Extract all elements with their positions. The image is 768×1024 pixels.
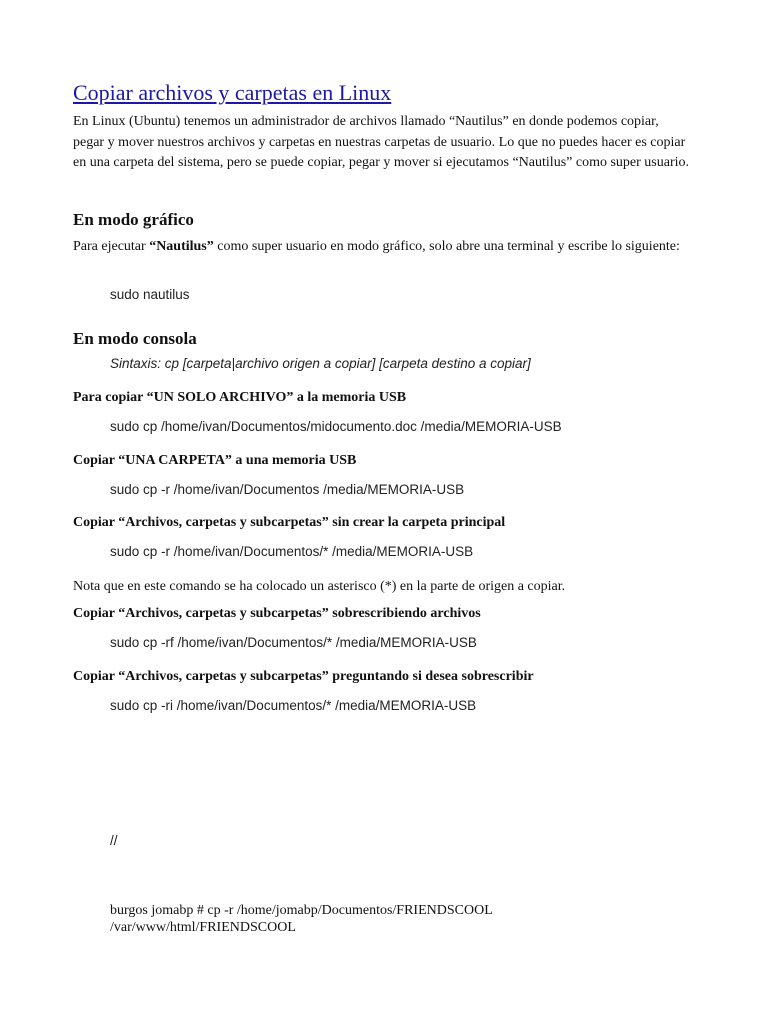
graphic-para-before: Para ejecutar bbox=[73, 239, 150, 254]
command-sudo-nautilus: sudo nautilus bbox=[110, 287, 190, 302]
double-slash: // bbox=[110, 833, 118, 848]
section-command: sudo cp -r /home/ivan/Documentos /media/MEMORIA-USB bbox=[110, 482, 465, 497]
final-command bbox=[110, 902, 493, 936]
note-paragraph: Nota que en este comando se ha colocado un asterisco (*) en la parte de origen a copiar. bbox=[73, 579, 566, 594]
section-command: sudo cp /home/ivan/Documentos/midocumento.doc /media/MEMORIA-USB bbox=[110, 419, 562, 434]
graphic-para-after: como super usuario en modo gráfico, solo abre una terminal y escribe lo siguiente: bbox=[213, 239, 680, 254]
section-heading: Copiar “Archivos, carpetas y subcarpetas” sin crear la carpeta principal bbox=[73, 515, 506, 530]
final-command-line-2: /var/www/html/FRIENDSCOOL bbox=[110, 920, 296, 935]
syntax-line: Sintaxis: cp [carpeta|archivo origen a copiar] [carpeta destino a copiar] bbox=[110, 356, 531, 371]
section-command: sudo cp -rf /home/ivan/Documentos/* /media/MEMORIA-USB bbox=[110, 635, 477, 650]
section-heading: Copiar “UNA CARPETA” a una memoria USB bbox=[73, 453, 357, 468]
section-command: sudo cp -ri /home/ivan/Documentos/* /media/MEMORIA-USB bbox=[110, 698, 477, 713]
heading-console-mode: En modo consola bbox=[73, 329, 197, 348]
section-heading: Copiar “Archivos, carpetas y subcarpetas” sobrescribiendo archivos bbox=[73, 606, 481, 621]
graphic-para-bold: “Nautilus” bbox=[149, 239, 214, 254]
section-command: sudo cp -r /home/ivan/Documentos/* /media/MEMORIA-USB bbox=[110, 544, 474, 559]
graphic-mode-paragraph bbox=[73, 236, 693, 257]
heading-graphic-mode: En modo gráfico bbox=[73, 210, 194, 229]
final-command-line-1: burgos jomabp # cp -r /home/jomabp/Documentos/FRIENDSCOOL bbox=[110, 903, 493, 918]
page-title[interactable]: Copiar archivos y carpetas en Linux bbox=[73, 80, 392, 105]
section-heading: Para copiar “UN SOLO ARCHIVO” a la memoria USB bbox=[73, 390, 407, 405]
intro-paragraph: En Linux (Ubuntu) tenemos un administrador de archivos llamado “Nautilus” en donde podemos copiar, pegar y mover nuestros archivos y carpetas en nuestras carpetas de usuario. Lo que no puedes hacer es copiar en una carpeta del sistema, pero se puede copiar, pegar y mover si ejecutamos “Nautilus” como super usuario. bbox=[73, 114, 689, 170]
section-heading: Copiar “Archivos, carpetas y subcarpetas” preguntando si desea sobrescribir bbox=[73, 669, 534, 684]
